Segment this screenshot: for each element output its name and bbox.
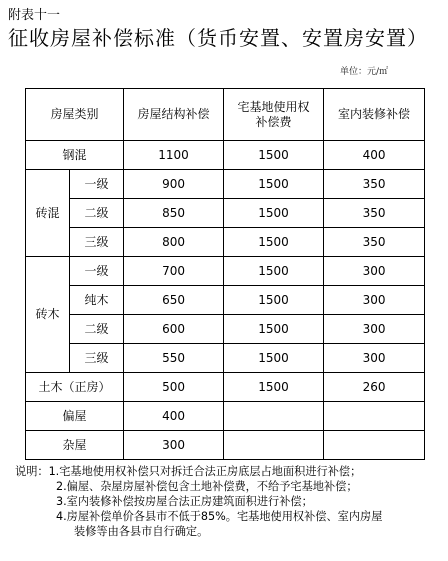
land-cell: 1500 [224,344,324,373]
land-cell: 1500 [224,199,324,228]
land-cell [224,402,324,431]
decoration-cell: 350 [324,199,425,228]
row-category: 砖木 [26,257,70,373]
grade-cell: 纯木 [70,286,124,315]
structure-cell: 850 [124,199,224,228]
note-line: 说明：1.宅基地使用权补偿只对拆迁合法正房底层占地面积进行补偿； [15,465,362,478]
structure-cell: 650 [124,286,224,315]
decoration-cell: 400 [324,141,425,170]
row-category: 土木（正房） [26,373,124,402]
land-cell [224,431,324,460]
note-line: 4.房屋补偿单价各县市不低于85%。宅基地使用权补偿、室内房屋 [56,510,383,523]
header-structure: 房屋结构补偿 [124,89,224,141]
structure-cell: 400 [124,402,224,431]
decoration-cell: 350 [324,170,425,199]
land-cell: 1500 [224,170,324,199]
grade-cell: 一级 [70,170,124,199]
land-cell: 1500 [224,228,324,257]
notes-section [15,464,440,539]
row-category: 杂屋 [26,431,124,460]
structure-cell: 900 [124,170,224,199]
table-row [26,373,425,402]
decoration-cell: 350 [324,228,425,257]
header-land: 宅基地使用权 补偿费 [224,89,324,141]
decoration-cell: 300 [324,344,425,373]
grade-cell: 一级 [70,257,124,286]
grade-cell: 二级 [70,199,124,228]
decoration-cell: 260 [324,373,425,402]
header-decoration: 室内装修补偿 [324,89,425,141]
table-row [26,431,425,460]
row-category: 砖混 [26,170,70,257]
table-row [26,402,425,431]
land-cell: 1500 [224,257,324,286]
note-line: 装修等由各县市自行确定。 [74,525,209,538]
decoration-cell: 300 [324,315,425,344]
land-cell: 1500 [224,141,324,170]
grade-cell: 三级 [70,228,124,257]
note-line: 2.偏屋、杂屋房屋补偿包含土地补偿费，不给予宅基地补偿； [56,480,358,493]
table-header-row [26,89,425,141]
table-row [26,228,425,257]
table-row [26,199,425,228]
structure-cell: 1100 [124,141,224,170]
land-cell: 1500 [224,373,324,402]
structure-cell: 300 [124,431,224,460]
land-cell: 1500 [224,315,324,344]
table-row [26,344,425,373]
compensation-table [25,88,425,460]
decoration-cell: 300 [324,257,425,286]
table-row [26,141,425,170]
grade-cell: 二级 [70,315,124,344]
note-line: 3.室内装修补偿按房屋合法正房建筑面积进行补偿； [56,495,313,508]
structure-cell: 550 [124,344,224,373]
table-row [26,257,425,286]
header-category: 房屋类别 [26,89,124,141]
appendix-label: 附表十一 [8,8,61,23]
grade-cell: 三级 [70,344,124,373]
decoration-cell [324,431,425,460]
decoration-cell: 300 [324,286,425,315]
structure-cell: 600 [124,315,224,344]
unit-label: 单位：元/㎡ [339,67,388,77]
structure-cell: 500 [124,373,224,402]
land-cell: 1500 [224,286,324,315]
decoration-cell [324,402,425,431]
table-row [26,170,425,199]
structure-cell: 700 [124,257,224,286]
row-category: 偏屋 [26,402,124,431]
table-row [26,315,425,344]
page-title: 征收房屋补偿标准（货币安置、安置房安置） [8,26,428,50]
structure-cell: 800 [124,228,224,257]
row-category: 钢混 [26,141,124,170]
table-row [26,286,425,315]
